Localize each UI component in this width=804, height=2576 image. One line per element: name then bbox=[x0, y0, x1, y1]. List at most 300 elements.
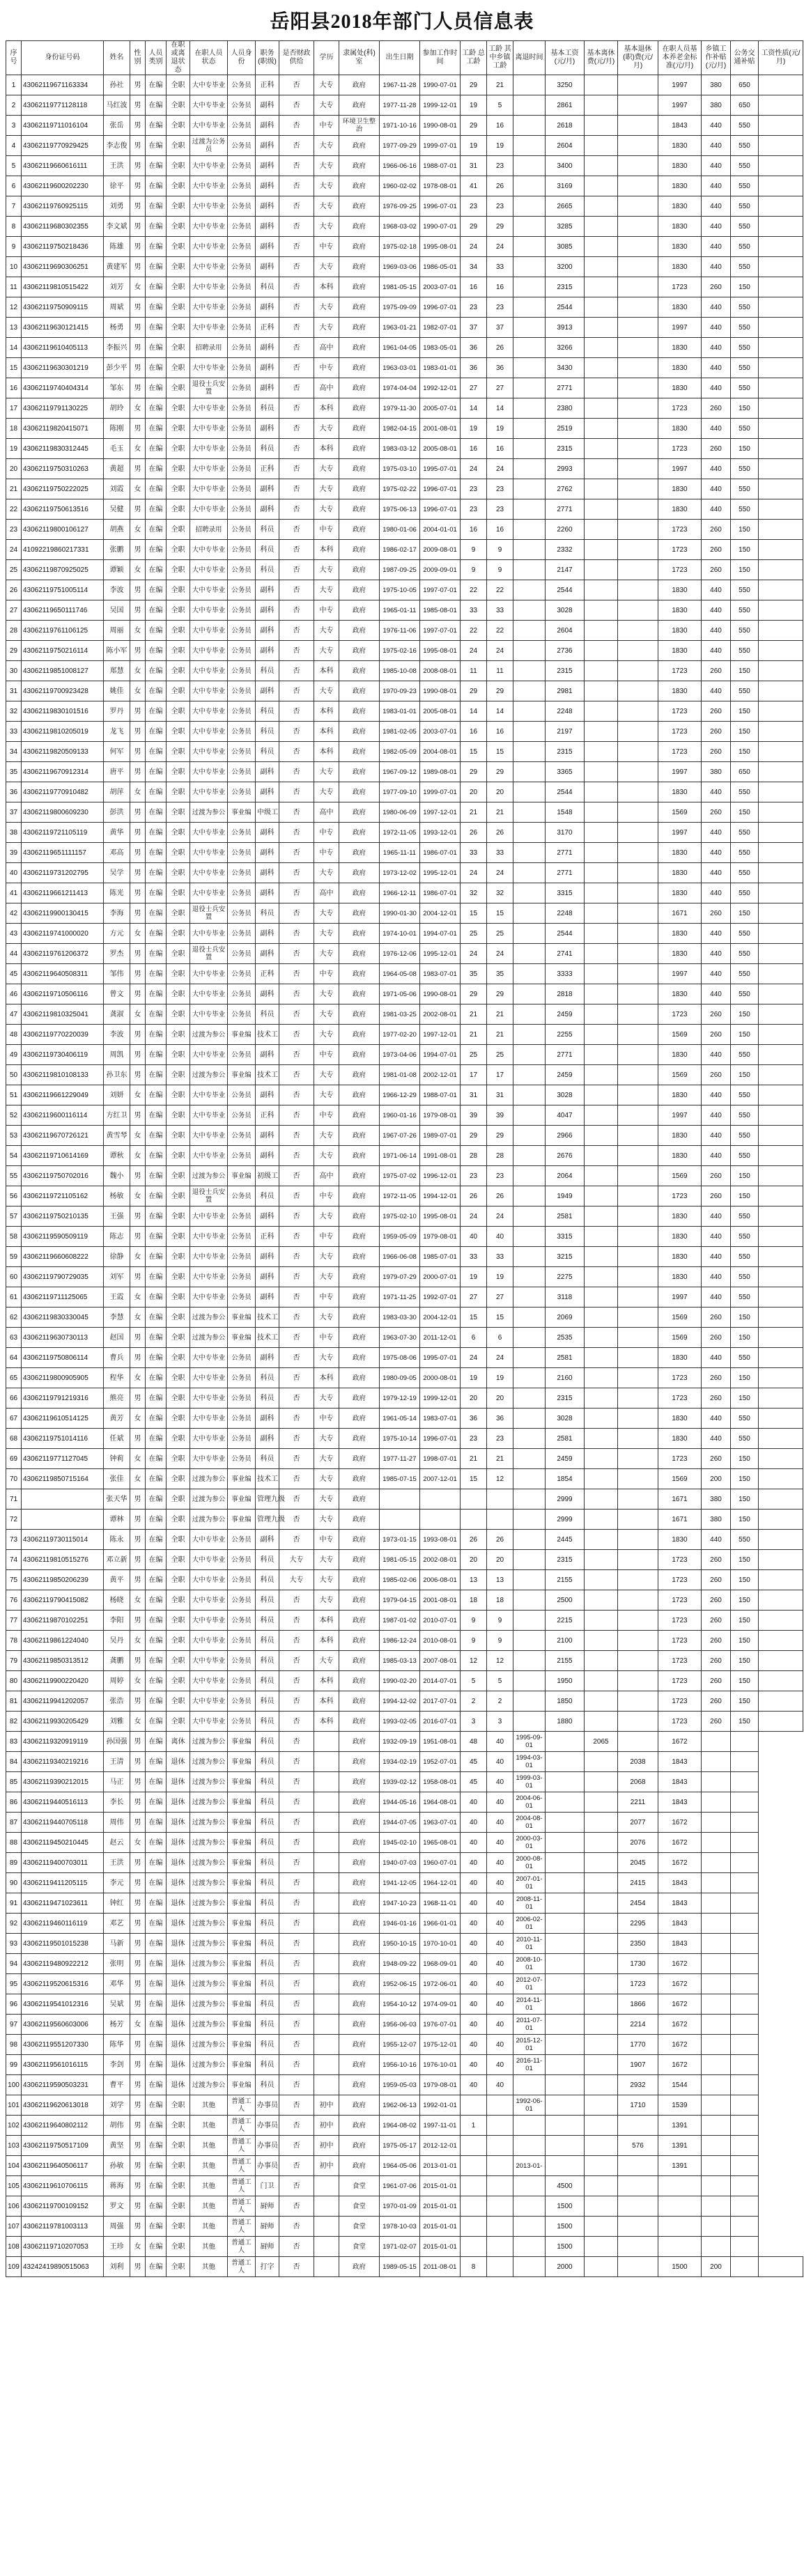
table-cell: 男 bbox=[130, 1873, 146, 1893]
table-cell: 退役士兵安置 bbox=[190, 903, 228, 924]
table-cell: 大专 bbox=[314, 1469, 339, 1489]
table-cell: 2012-12-01 bbox=[420, 2136, 461, 2156]
table-cell: 9 bbox=[487, 560, 513, 580]
table-cell: 全职 bbox=[167, 196, 190, 217]
table-cell: 张岳 bbox=[104, 116, 130, 136]
table-cell bbox=[585, 863, 618, 883]
table-cell: 23 bbox=[487, 1429, 513, 1449]
table-cell: 22 bbox=[487, 580, 513, 600]
table-cell bbox=[759, 196, 803, 217]
table-cell: 政府 bbox=[339, 1590, 380, 1611]
table-cell: 黄芳 bbox=[104, 1409, 130, 1429]
table-cell bbox=[513, 419, 546, 439]
table-cell: 260 bbox=[702, 742, 731, 762]
table-row bbox=[6, 2176, 803, 2196]
table-cell bbox=[513, 358, 546, 378]
table-cell: 440 bbox=[702, 338, 731, 358]
table-row bbox=[6, 1267, 803, 1287]
table-cell: 否 bbox=[279, 1752, 314, 1772]
table-cell: 大中专毕业 bbox=[190, 196, 228, 217]
table-cell bbox=[513, 600, 546, 621]
table-cell bbox=[585, 1388, 618, 1409]
table-cell: 43062119790415082 bbox=[22, 1590, 104, 1611]
table-cell bbox=[513, 722, 546, 742]
table-cell: 全职 bbox=[167, 217, 190, 237]
table-cell: 政府 bbox=[339, 722, 380, 742]
table-cell: 260 bbox=[702, 1166, 731, 1186]
table-cell bbox=[618, 1732, 658, 1752]
table-cell: 全职 bbox=[167, 2196, 190, 2217]
table-cell: 中专 bbox=[314, 1287, 339, 1308]
table-cell: 20 bbox=[487, 782, 513, 802]
table-cell: 21 bbox=[6, 479, 22, 499]
table-cell: 赵国 bbox=[104, 1328, 130, 1348]
table-cell bbox=[618, 2196, 658, 2217]
table-cell: 女 bbox=[130, 1247, 146, 1267]
table-cell: 1975-12-01 bbox=[420, 2035, 461, 2055]
table-cell: 科员 bbox=[256, 1631, 279, 1651]
table-cell: 否 bbox=[279, 1025, 314, 1045]
table-cell: 21 bbox=[461, 802, 487, 823]
table-cell: 公务员 bbox=[228, 1287, 256, 1308]
table-cell: 39 bbox=[461, 1105, 487, 1126]
table-cell: 女 bbox=[130, 439, 146, 459]
table-cell: 150 bbox=[731, 1328, 759, 1348]
table-cell: 公务员 bbox=[228, 1105, 256, 1126]
table-cell: 普通工人 bbox=[228, 2156, 256, 2176]
table-cell: 40 bbox=[461, 1813, 487, 1833]
table-cell: 全职 bbox=[167, 1570, 190, 1590]
table-cell: 2519 bbox=[546, 419, 585, 439]
table-cell bbox=[546, 1994, 585, 2015]
table-cell: 1723 bbox=[658, 1712, 702, 1732]
table-cell bbox=[585, 116, 618, 136]
table-cell: 1962-06-13 bbox=[380, 2095, 420, 2116]
table-cell: 2009-08-01 bbox=[420, 540, 461, 560]
table-cell bbox=[314, 1914, 339, 1934]
table-cell: 普通工人 bbox=[228, 2176, 256, 2196]
table-cell bbox=[314, 2176, 339, 2196]
table-cell: 退役士兵安置 bbox=[190, 1186, 228, 1206]
table-cell: 否 bbox=[279, 903, 314, 924]
table-cell bbox=[585, 1691, 618, 1712]
table-cell bbox=[585, 217, 618, 237]
column-header: 人员身份 bbox=[228, 41, 256, 75]
table-cell: 本科 bbox=[314, 1611, 339, 1631]
table-cell: 科员 bbox=[256, 439, 279, 459]
table-cell: 女 bbox=[130, 1449, 146, 1469]
table-cell: 2544 bbox=[546, 580, 585, 600]
table-cell: 男 bbox=[130, 1025, 146, 1045]
table-cell: 20 bbox=[461, 1388, 487, 1409]
table-cell: 科员 bbox=[256, 1772, 279, 1792]
table-row bbox=[6, 1146, 803, 1166]
table-cell bbox=[487, 2217, 513, 2237]
table-cell bbox=[585, 1671, 618, 1691]
table-cell: 退休 bbox=[167, 1772, 190, 1792]
table-cell: 84 bbox=[6, 1752, 22, 1772]
table-cell: 大专 bbox=[314, 621, 339, 641]
table-cell bbox=[513, 2217, 546, 2237]
table-cell: 45 bbox=[6, 964, 22, 984]
table-cell bbox=[585, 1651, 618, 1671]
table-cell: 政府 bbox=[339, 398, 380, 419]
table-cell: 21 bbox=[461, 1004, 487, 1025]
table-cell: 否 bbox=[279, 1105, 314, 1126]
column-header: 姓名 bbox=[104, 41, 130, 75]
table-cell: 43062119900220420 bbox=[22, 1671, 104, 1691]
table-cell: 否 bbox=[279, 2095, 314, 2116]
table-row bbox=[6, 903, 803, 924]
table-cell: 3430 bbox=[546, 358, 585, 378]
table-cell: 2981 bbox=[546, 681, 585, 701]
table-cell bbox=[513, 176, 546, 196]
table-cell bbox=[759, 297, 803, 318]
table-cell: 380 bbox=[702, 75, 731, 95]
table-cell bbox=[314, 2075, 339, 2095]
table-cell: 1941-12-05 bbox=[380, 1873, 420, 1893]
table-cell: 全职 bbox=[167, 742, 190, 762]
table-cell bbox=[513, 1510, 546, 1530]
table-cell: 男 bbox=[130, 2217, 146, 2237]
table-cell: 副科 bbox=[256, 136, 279, 156]
table-cell: 2015-12-01 bbox=[513, 2035, 546, 2055]
table-cell: 男 bbox=[130, 1550, 146, 1570]
table-cell: 40 bbox=[461, 1227, 487, 1247]
table-cell: 440 bbox=[702, 580, 731, 600]
table-cell: 1997 bbox=[658, 459, 702, 479]
table-cell: 公务员 bbox=[228, 1590, 256, 1611]
table-cell: 男 bbox=[130, 1994, 146, 2015]
table-cell: 政府 bbox=[339, 520, 380, 540]
table-cell: 69 bbox=[6, 1449, 22, 1469]
table-cell: 3913 bbox=[546, 318, 585, 338]
table-cell: 公务员 bbox=[228, 1631, 256, 1651]
table-cell: 大中专毕业 bbox=[190, 1409, 228, 1429]
table-cell: 1986-07-01 bbox=[420, 883, 461, 903]
table-cell: 1830 bbox=[658, 1247, 702, 1267]
table-cell bbox=[585, 1772, 618, 1792]
table-cell: 大专 bbox=[314, 1247, 339, 1267]
table-cell: 陈雄 bbox=[104, 237, 130, 257]
table-cell: 副科 bbox=[256, 782, 279, 802]
table-cell: 中专 bbox=[314, 520, 339, 540]
table-cell: 周伟 bbox=[104, 1813, 130, 1833]
table-cell bbox=[487, 2156, 513, 2176]
table-cell: 2211 bbox=[618, 1792, 658, 1813]
table-cell: 政府 bbox=[339, 378, 380, 398]
table-row bbox=[6, 863, 803, 883]
table-cell: 2016-07-01 bbox=[420, 1712, 461, 1732]
table-cell: 43062119750909115 bbox=[22, 297, 104, 318]
table-cell: 40 bbox=[487, 1792, 513, 1813]
table-cell bbox=[314, 1994, 339, 2015]
table-cell: 2604 bbox=[546, 621, 585, 641]
table-cell: 大中专毕业 bbox=[190, 580, 228, 600]
table-cell: 全职 bbox=[167, 499, 190, 520]
table-cell: 26 bbox=[461, 1530, 487, 1550]
table-cell bbox=[759, 1348, 803, 1368]
table-cell: 2380 bbox=[546, 398, 585, 419]
table-cell: 550 bbox=[731, 1530, 759, 1550]
table-cell bbox=[702, 2237, 731, 2257]
table-cell: 1999-03-01 bbox=[513, 1772, 546, 1792]
table-cell: 男 bbox=[130, 136, 146, 156]
table-cell: 1979-04-15 bbox=[380, 1590, 420, 1611]
table-cell: 86 bbox=[6, 1792, 22, 1813]
table-cell: 29 bbox=[461, 762, 487, 782]
table-cell: 政府 bbox=[339, 1530, 380, 1550]
table-cell bbox=[618, 782, 658, 802]
table-cell: 管理九级 bbox=[256, 1510, 279, 1530]
table-cell: 6 bbox=[461, 1328, 487, 1348]
table-cell: 1949 bbox=[546, 1186, 585, 1206]
table-cell: 2007-12-01 bbox=[420, 1469, 461, 1489]
table-cell: 48 bbox=[6, 1025, 22, 1045]
table-cell bbox=[513, 1631, 546, 1651]
table-cell: 全职 bbox=[167, 2156, 190, 2176]
table-cell: 大专 bbox=[314, 1348, 339, 1368]
table-cell: 150 bbox=[731, 722, 759, 742]
table-cell: 全职 bbox=[167, 95, 190, 116]
table-cell: 副科 bbox=[256, 499, 279, 520]
table-cell: 1987-01-02 bbox=[380, 1611, 420, 1631]
table-cell: 事业编 bbox=[228, 1893, 256, 1914]
table-cell: 33 bbox=[6, 722, 22, 742]
table-cell: 43062119750702016 bbox=[22, 1166, 104, 1186]
table-row bbox=[6, 318, 803, 338]
table-cell bbox=[585, 2136, 618, 2156]
table-cell: 中专 bbox=[314, 1530, 339, 1550]
table-cell bbox=[585, 2116, 618, 2136]
table-cell: 大中专毕业 bbox=[190, 419, 228, 439]
table-row bbox=[6, 1328, 803, 1348]
table-cell: 380 bbox=[702, 95, 731, 116]
table-cell: 政府 bbox=[339, 1085, 380, 1105]
table-cell bbox=[585, 2217, 618, 2237]
table-cell: 全职 bbox=[167, 681, 190, 701]
table-cell: 1723 bbox=[658, 701, 702, 722]
table-cell bbox=[585, 2156, 618, 2176]
table-cell: 91 bbox=[6, 1893, 22, 1914]
table-cell: 全职 bbox=[167, 1489, 190, 1510]
table-cell: 公务员 bbox=[228, 540, 256, 560]
table-cell: 2045 bbox=[618, 1853, 658, 1873]
table-cell: 政府 bbox=[339, 701, 380, 722]
table-row bbox=[6, 1166, 803, 1186]
table-cell: 公务员 bbox=[228, 701, 256, 722]
table-cell bbox=[759, 2257, 803, 2277]
table-cell: 1830 bbox=[658, 984, 702, 1004]
table-cell: 27 bbox=[487, 378, 513, 398]
table-cell: 大专 bbox=[314, 903, 339, 924]
table-cell: 科员 bbox=[256, 1651, 279, 1671]
table-cell: 否 bbox=[279, 1206, 314, 1227]
table-cell: 政府 bbox=[339, 1166, 380, 1186]
table-cell: 1956-06-03 bbox=[380, 2015, 420, 2035]
table-cell: 2248 bbox=[546, 903, 585, 924]
table-cell: 否 bbox=[279, 1934, 314, 1954]
table-cell: 陈小军 bbox=[104, 641, 130, 661]
table-cell: 科员 bbox=[256, 1570, 279, 1590]
table-cell: 科员 bbox=[256, 398, 279, 419]
table-cell: 否 bbox=[279, 2136, 314, 2156]
table-cell: 1880 bbox=[546, 1712, 585, 1732]
table-cell: 否 bbox=[279, 378, 314, 398]
table-cell: 大专 bbox=[314, 318, 339, 338]
table-cell: 150 bbox=[731, 1510, 759, 1530]
table-cell: 9 bbox=[487, 1611, 513, 1631]
table-cell: 1843 bbox=[658, 1934, 702, 1954]
table-cell: 副科 bbox=[256, 479, 279, 499]
table-cell: 40 bbox=[487, 1813, 513, 1833]
table-cell: 150 bbox=[731, 1570, 759, 1590]
table-cell: 男 bbox=[130, 823, 146, 843]
table-cell: 大专 bbox=[314, 297, 339, 318]
table-cell bbox=[618, 479, 658, 499]
table-cell: 1966-12-29 bbox=[380, 1085, 420, 1105]
table-cell: 50 bbox=[6, 1065, 22, 1085]
table-cell: 否 bbox=[279, 722, 314, 742]
table-cell bbox=[731, 1893, 759, 1914]
table-cell: 1672 bbox=[658, 1954, 702, 1974]
table-cell: 1977-02-20 bbox=[380, 1025, 420, 1045]
table-cell: 43062119630301219 bbox=[22, 358, 104, 378]
table-cell: 否 bbox=[279, 1954, 314, 1974]
table-cell: 2260 bbox=[546, 520, 585, 540]
table-cell: 大专 bbox=[314, 419, 339, 439]
table-cell: 公务员 bbox=[228, 95, 256, 116]
table-cell: 1989-07-01 bbox=[420, 1126, 461, 1146]
table-cell: 大中专毕业 bbox=[190, 1348, 228, 1368]
table-cell: 在编 bbox=[146, 641, 167, 661]
table-cell: 邓立新 bbox=[104, 1550, 130, 1570]
table-cell bbox=[759, 883, 803, 903]
table-cell: 35 bbox=[487, 964, 513, 984]
table-cell: 30 bbox=[6, 661, 22, 681]
table-cell: 政府 bbox=[339, 2095, 380, 2116]
table-row bbox=[6, 439, 803, 459]
table-cell: 政府 bbox=[339, 1914, 380, 1934]
table-cell: 2064 bbox=[546, 1166, 585, 1186]
table-cell: 576 bbox=[618, 2136, 658, 2156]
table-cell: 45 bbox=[461, 1752, 487, 1772]
table-row bbox=[6, 156, 803, 176]
table-cell: 33 bbox=[487, 600, 513, 621]
table-cell: 科员 bbox=[256, 2035, 279, 2055]
table-cell: 公务员 bbox=[228, 318, 256, 338]
table-cell: 高中 bbox=[314, 802, 339, 823]
table-cell: 谭秋 bbox=[104, 1146, 130, 1166]
table-cell: 1968-11-01 bbox=[420, 1893, 461, 1914]
table-cell bbox=[314, 2257, 339, 2277]
table-cell: 否 bbox=[279, 1004, 314, 1025]
table-cell: 事业编 bbox=[228, 1934, 256, 1954]
table-cell: 科员 bbox=[256, 722, 279, 742]
table-cell: 否 bbox=[279, 318, 314, 338]
table-cell bbox=[618, 600, 658, 621]
table-cell bbox=[618, 237, 658, 257]
table-cell: 政府 bbox=[339, 1368, 380, 1388]
table-cell: 40 bbox=[461, 2015, 487, 2035]
table-cell: 40 bbox=[461, 1853, 487, 1873]
table-cell: 政府 bbox=[339, 1025, 380, 1045]
table-cell: 全职 bbox=[167, 823, 190, 843]
table-cell bbox=[618, 75, 658, 95]
table-cell bbox=[513, 2075, 546, 2095]
table-cell: 1723 bbox=[658, 661, 702, 681]
table-cell: 全职 bbox=[167, 520, 190, 540]
table-cell: 女 bbox=[130, 560, 146, 580]
table-cell: 政府 bbox=[339, 1065, 380, 1085]
table-row bbox=[6, 1449, 803, 1469]
table-row bbox=[6, 722, 803, 742]
table-cell: 在编 bbox=[146, 520, 167, 540]
table-cell: 1995-07-01 bbox=[420, 459, 461, 479]
table-cell: 全职 bbox=[167, 1004, 190, 1025]
table-cell: 中专 bbox=[314, 1328, 339, 1348]
table-cell bbox=[759, 459, 803, 479]
table-cell bbox=[618, 641, 658, 661]
table-cell: 大中专毕业 bbox=[190, 1611, 228, 1631]
table-cell: 在编 bbox=[146, 600, 167, 621]
table-cell bbox=[314, 1873, 339, 1893]
table-cell: 150 bbox=[731, 1611, 759, 1631]
table-cell: 公务员 bbox=[228, 621, 256, 641]
table-cell bbox=[585, 95, 618, 116]
table-cell: 否 bbox=[279, 257, 314, 277]
table-cell bbox=[380, 1510, 420, 1530]
table-cell: 1854 bbox=[546, 1469, 585, 1489]
table-cell: 1996-07-01 bbox=[420, 297, 461, 318]
table-cell: 男 bbox=[130, 2116, 146, 2136]
table-cell: 1997-12-01 bbox=[420, 1025, 461, 1045]
table-cell: 女 bbox=[130, 1287, 146, 1308]
table-cell: 在编 bbox=[146, 116, 167, 136]
table-cell bbox=[585, 1590, 618, 1611]
table-cell: 科员 bbox=[256, 1712, 279, 1732]
table-cell bbox=[759, 1611, 803, 1631]
table-cell: 2255 bbox=[546, 1025, 585, 1045]
table-cell: 钟红 bbox=[104, 1893, 130, 1914]
table-cell: 事业编 bbox=[228, 1752, 256, 1772]
table-cell bbox=[759, 600, 803, 621]
table-cell bbox=[513, 964, 546, 984]
table-cell: 1994-03-01 bbox=[513, 1752, 546, 1772]
table-cell: 1967-11-28 bbox=[380, 75, 420, 95]
table-cell: 公务员 bbox=[228, 237, 256, 257]
table-row bbox=[6, 2035, 803, 2055]
table-cell bbox=[513, 1429, 546, 1449]
table-cell: 大中专毕业 bbox=[190, 600, 228, 621]
table-cell: 17 bbox=[461, 1065, 487, 1085]
table-cell: 孙社 bbox=[104, 75, 130, 95]
table-cell: 大专 bbox=[314, 196, 339, 217]
table-cell bbox=[314, 1954, 339, 1974]
table-cell: 440 bbox=[702, 257, 731, 277]
table-cell: 2006-02-01 bbox=[513, 1914, 546, 1934]
table-cell: 李阳 bbox=[104, 1611, 130, 1631]
table-cell: 20 bbox=[487, 1388, 513, 1409]
table-row bbox=[6, 1712, 803, 1732]
table-cell: 27 bbox=[461, 1287, 487, 1308]
table-cell bbox=[759, 1287, 803, 1308]
table-cell: 2604 bbox=[546, 136, 585, 156]
table-cell: 1982-05-09 bbox=[380, 742, 420, 762]
table-cell: 否 bbox=[279, 863, 314, 883]
table-cell: 在编 bbox=[146, 1308, 167, 1328]
table-cell: 260 bbox=[702, 1065, 731, 1085]
